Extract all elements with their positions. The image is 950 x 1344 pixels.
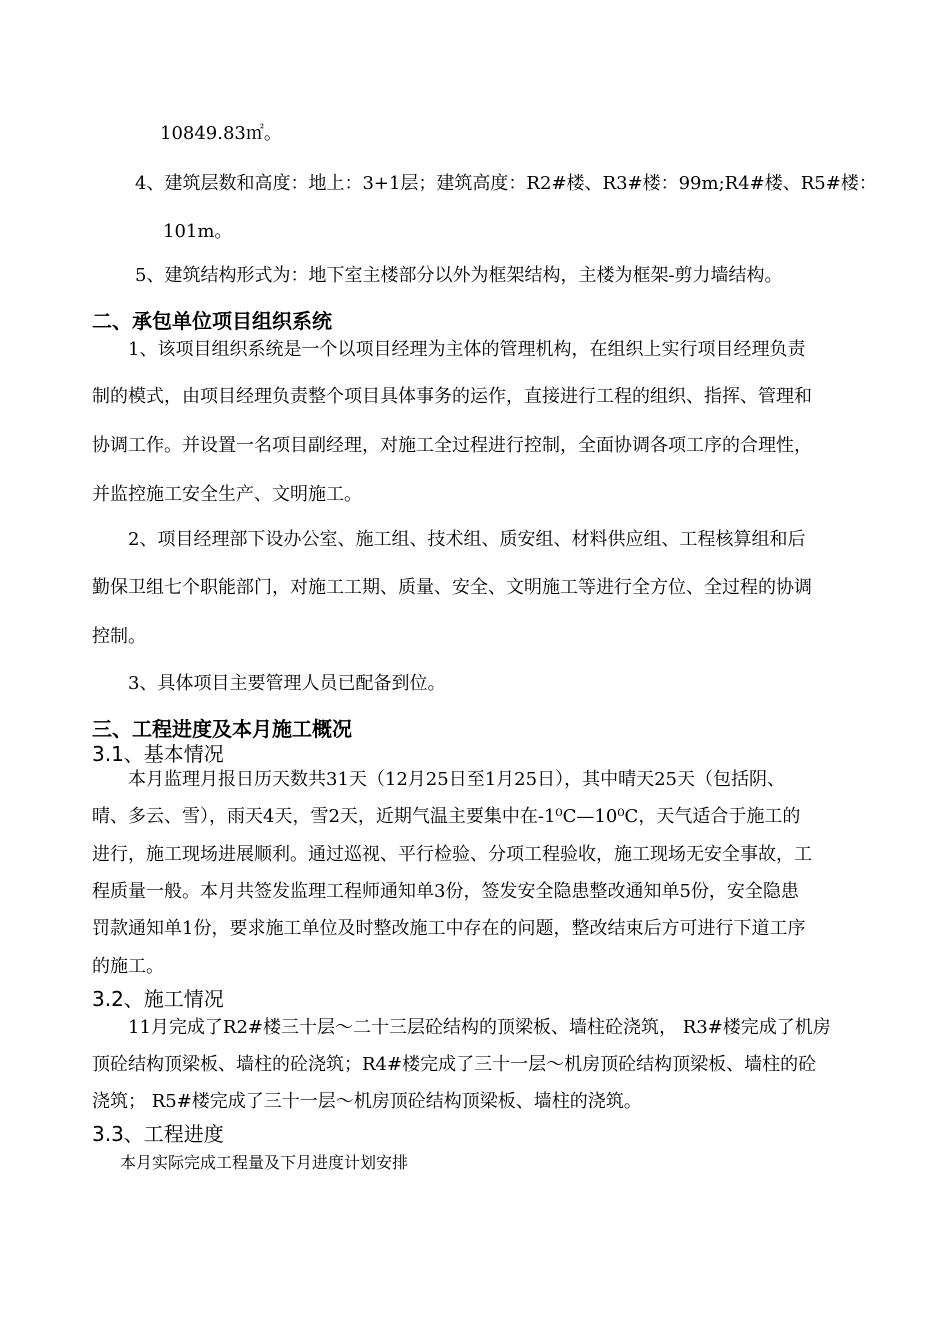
paragraph-line: 浇筑； R5#楼完成了三十一层～机房顶砼结构顶梁板、墙柱的浇筑。	[92, 1091, 642, 1112]
paragraph-line: 本月监理月报日历天数共31天（12月25日至1月25日），其中晴天25天（包括阴、	[128, 769, 785, 790]
paragraph-line: 1、该项目组织系统是一个以项目经理为主体的管理机构，在组织上实行项目经理负责	[128, 339, 806, 360]
table-caption: 本月实际完成工程量及下月进度计划安排	[120, 1153, 409, 1172]
paragraph-line: 协调工作。并设置一名项目副经理，对施工全过程进行控制，全面协调各项工序的合理性，	[92, 435, 812, 456]
paragraph-line: 11月完成了R2#楼三十层～二十三层砼结构的顶梁板、墙柱砼浇筑， R3#楼完成了机房	[128, 1017, 831, 1038]
floors-height-line: 4、建筑层数和高度：地上：3+1层；建筑高度：R2#楼、R3#楼：99m;R4#楼、R5#楼：	[135, 173, 877, 194]
paragraph-line: 罚款通知单1份，要求施工单位及时整改施工中存在的问题，整改结束后方可进行下道工序	[92, 918, 806, 939]
structure-form-line: 5、建筑结构形式为：地下室主楼部分以外为框架结构，主楼为框架-剪力墙结构。	[135, 265, 783, 286]
paragraph-line: 程质量一般。本月共签发监理工程师通知单3份，签发安全隐患整改通知单5份，安全隐患	[92, 881, 799, 902]
section-heading-2: 二、承包单位项目组织系统	[92, 309, 332, 333]
paragraph-line: 顶砼结构顶梁板、墙柱的砼浇筑；R4#楼完成了三十一层～机房顶砼结构顶梁板、墙柱的砼	[92, 1054, 817, 1075]
area-value-line: 10849.83㎡。	[160, 123, 282, 144]
subsection-heading-3-1: 3.1、基本情况	[92, 742, 224, 766]
paragraph-line: 控制。	[92, 626, 146, 647]
paragraph-line: 3、具体项目主要管理人员已配备到位。	[128, 673, 446, 694]
subsection-heading-3-3: 3.3、工程进度	[92, 1122, 224, 1146]
paragraph-line: 进行，施工现场进展顺利。通过巡视、平行检验、分项工程验收，施工现场无安全事故，工	[92, 844, 812, 865]
paragraph-line: 并监控施工安全生产、文明施工。	[92, 484, 362, 505]
paragraph-line: 勤保卫组七个职能部门，对施工工期、质量、安全、文明施工等进行全方位、全过程的协调	[92, 577, 812, 598]
paragraph-line: 晴、多云、雪），雨天4天，雪2天，近期气温主要集中在-1⁰C—10⁰C，天气适合于施工的	[92, 806, 801, 827]
subsection-heading-3-2: 3.2、施工情况	[92, 987, 224, 1011]
section-heading-3: 三、工程进度及本月施工概况	[92, 717, 352, 741]
paragraph-line: 制的模式，由项目经理负责整个项目具体事务的运作，直接进行工程的组织、指挥、管理和	[92, 386, 812, 407]
height-value-line: 101m。	[163, 221, 233, 242]
paragraph-line: 的施工。	[92, 956, 164, 977]
paragraph-line: 2、项目经理部下设办公室、施工组、技术组、质安组、材料供应组、工程核算组和后	[128, 529, 806, 550]
